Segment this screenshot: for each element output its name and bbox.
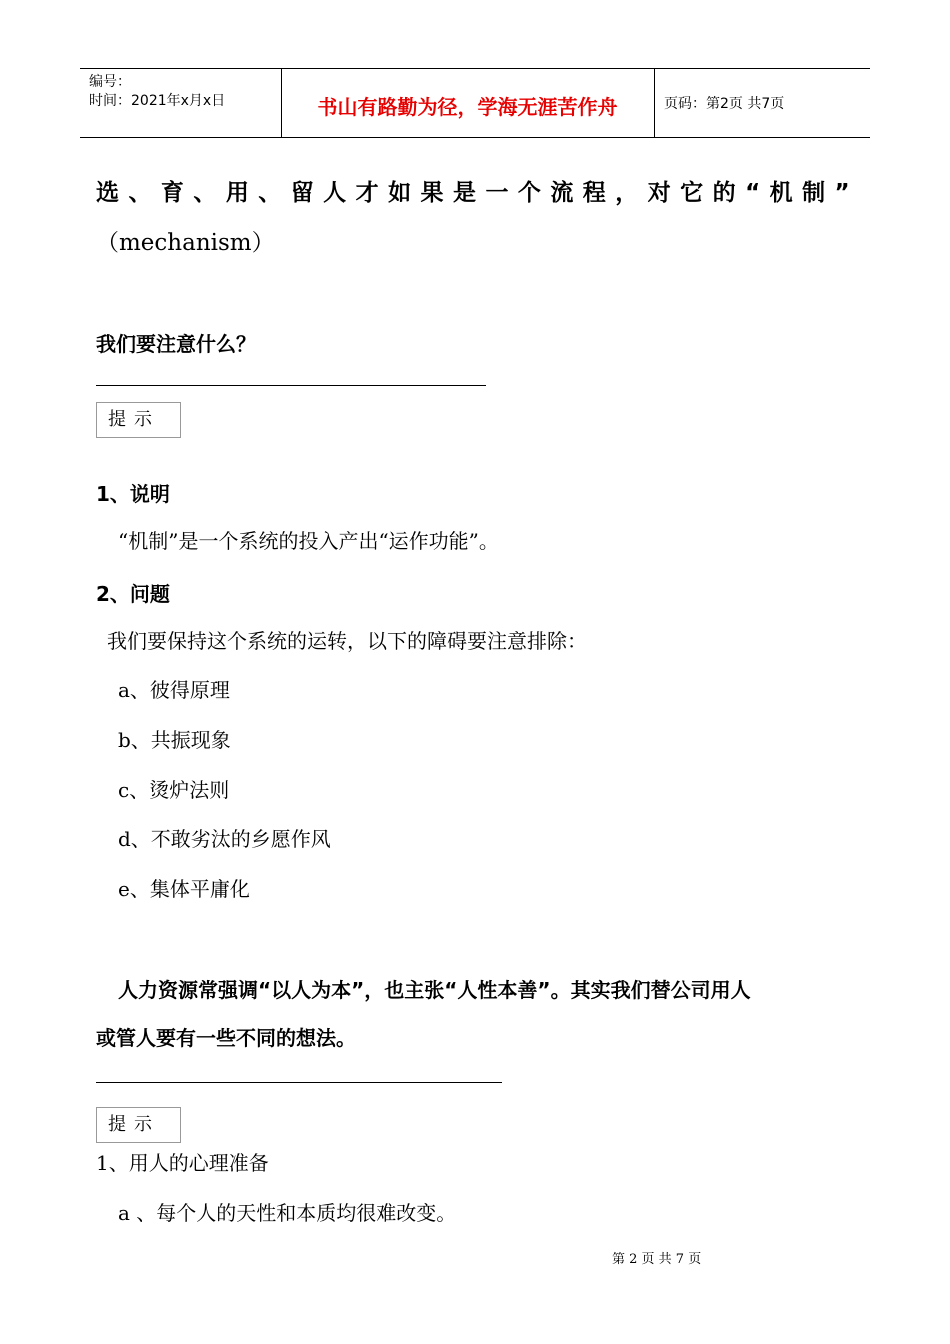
list-item: e、集体平庸化: [118, 877, 250, 901]
section-1-text: “机制”是一个系统的投入产出“运作功能”。: [118, 529, 499, 553]
divider: [96, 1082, 502, 1083]
title-char: 、: [128, 180, 152, 206]
emphasis-line-2: 或管人要有一些不同的想法。: [96, 1026, 356, 1050]
title-char: 流: [550, 180, 574, 206]
list-item: c、烫炉法则: [118, 778, 230, 802]
title-char: 人: [323, 180, 347, 206]
question-heading: 我们要注意什么？: [96, 332, 256, 356]
title-char: “: [745, 180, 761, 206]
section-3-heading: 1、用人的心理准备: [96, 1151, 269, 1175]
page-header: [80, 68, 870, 138]
title-char: 留: [290, 180, 314, 206]
header-motto-cell: [281, 69, 655, 137]
list-item: b、共振现象: [118, 728, 231, 752]
list-item: a、彼得原理: [118, 678, 230, 702]
hint-box: 提示: [96, 1107, 181, 1143]
page-info: 页码：第2页 共7页: [664, 96, 785, 112]
title-char: 、: [193, 180, 217, 206]
title-char: 它: [680, 180, 704, 206]
title-char: 对: [647, 180, 671, 206]
emphasis-line-1: 人力资源常强调“以人为本”，也主张“人性本善”。其实我们替公司用人: [118, 978, 751, 1002]
title-char: 程: [582, 180, 606, 206]
title-char: 才: [355, 180, 379, 206]
title-char: ，: [615, 180, 639, 206]
emphasis-paragraph: [96, 966, 856, 1062]
section-2-heading: 2、问题: [96, 582, 170, 606]
title-char: 育: [160, 180, 184, 206]
header-info-cell: [80, 69, 282, 137]
title-char: 机: [769, 180, 793, 206]
section-1-heading: 1、说明: [96, 482, 170, 506]
title-char: 个: [517, 180, 541, 206]
title-char: 选: [96, 180, 119, 206]
title-char: ”: [834, 180, 850, 206]
list-item: d、不敢劣汰的乡愿作风: [118, 827, 331, 851]
section-2-intro: 我们要保持这个系统的运转，以下的障碍要注意排除：: [107, 629, 587, 653]
divider: [96, 385, 486, 386]
number-label: 编号：: [89, 74, 131, 90]
header-page-cell: [655, 69, 870, 137]
motto: 书山有路勤为径，学海无涯苦作舟: [317, 95, 618, 119]
title-line-2: （mechanism）: [96, 230, 275, 256]
title-char: 是: [452, 180, 476, 206]
title-char: 果: [420, 180, 444, 206]
title-char: 用: [225, 180, 249, 206]
title-char: 制: [802, 180, 826, 206]
title-char: 一: [485, 180, 509, 206]
title-char: 的: [712, 180, 736, 206]
title-char: 如: [388, 180, 412, 206]
section-3-item-a: a 、每个人的天性和本质均很难改变。: [118, 1201, 457, 1225]
page-footer: 第 2 页 共 7 页: [612, 1252, 702, 1267]
hint-box: 提示: [96, 402, 181, 438]
title-line-1: [96, 176, 850, 210]
time-label: 时间：2021年x月x日: [89, 93, 226, 109]
title-char: 、: [258, 180, 282, 206]
